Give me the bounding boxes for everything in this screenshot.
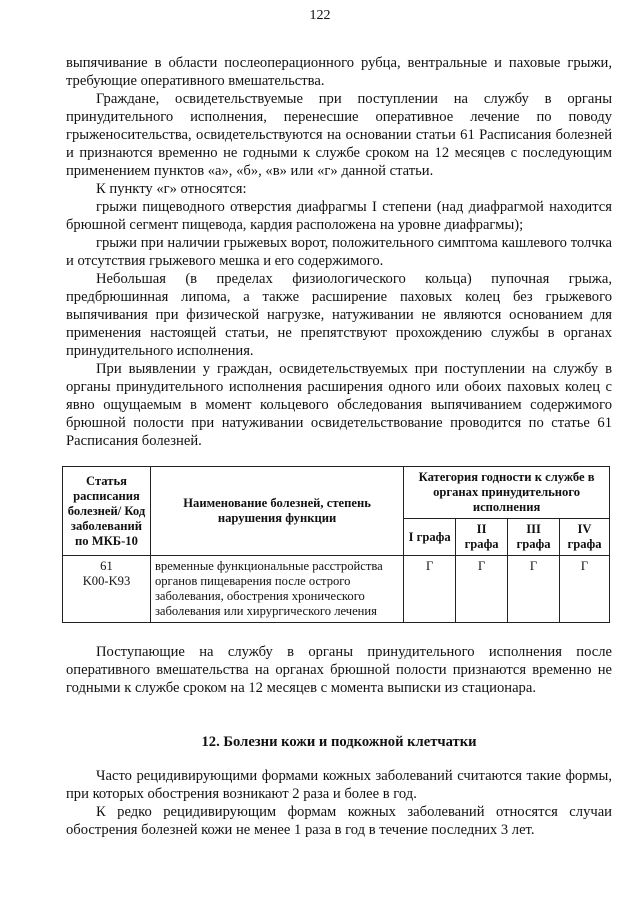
category-cell-2: Г bbox=[456, 556, 508, 623]
disease-name-header: Наименование болезней, степень нарушения функции bbox=[150, 467, 403, 556]
paragraph: грыжи пищеводного отверстия диафрагмы I степени (над диафрагмой находится брюшной сегмент пищевода, кардия расположена на уровне диафрагмы); bbox=[66, 199, 612, 233]
document-body bbox=[66, 54, 612, 839]
fitness-category-header: Категория годности к службе в органах принудительного исполнения bbox=[404, 467, 610, 519]
paragraph: Поступающие на службу в органы принудительного исполнения после оперативного вмешательства на органах брюшной полости признаются временно не годными к службе сроком на 12 месяцев с момента выписки из стационара. bbox=[66, 644, 612, 696]
column-header-1: I графа bbox=[404, 519, 456, 556]
paragraph: Граждане, освидетельствуемые при поступлении на службу в органы принудительного исполнения, перенесшие оперативное лечение по поводу грыженосительства, освидетельствуются на основании статьи 61 Расписания болезней и признаются временно не годными к службе сроком на 12 месяцев с последующим применением пунктов «а», «б», «в» или «г» данной статьи. bbox=[66, 91, 612, 179]
paragraph: К пункту «г» относятся: bbox=[96, 181, 247, 197]
column-header-2: II графа bbox=[456, 519, 508, 556]
category-cell-1: Г bbox=[404, 556, 456, 623]
column-header-4: IV графа bbox=[560, 519, 610, 556]
article-number: 61 bbox=[100, 559, 113, 573]
paragraph: грыжи при наличии грыжевых ворот, положительного симптома кашлевого толчка и отсутствия грыжевого мешка и его содержимого. bbox=[66, 235, 612, 269]
paragraph: Небольшая (в пределах физиологического кольца) пупочная грыжа, предбрюшинная липома, а также расширение паховых колец без грыжевого выпячивания при физической нагрузке, натуживании не являются основанием для применения настоящей статьи, не препятствуют прохождению службы в органах принудительного исполнения. bbox=[66, 271, 612, 359]
paragraph: К редко рецидивирующим формам кожных заболеваний относятся случаи обострения болезней кожи не менее 1 раза в год в течение последних 3 лет. bbox=[66, 804, 612, 838]
table-row bbox=[63, 556, 610, 623]
article-code-cell bbox=[63, 556, 151, 623]
fitness-category-table bbox=[62, 466, 610, 623]
article-code-header: Статья расписания болезней/ Код заболеваний по МКБ-10 bbox=[63, 467, 151, 556]
page-number: 122 bbox=[309, 8, 331, 23]
paragraph: При выявлении у граждан, освидетельствуемых при поступлении на службу в органы принудительного исполнения расширения одного или обоих паховых колец с явно ощущаемым в момент кольцевого обследования выпячиванием содержимого брюшной полости при натуживании освидетельствование проводится по статье 61 Расписания болезней. bbox=[66, 361, 612, 449]
category-cell-3: Г bbox=[508, 556, 560, 623]
icd-code: K00-K93 bbox=[82, 574, 131, 588]
paragraph: выпячивание в области послеоперационного рубца, вентральные и паховые грыжи, требующие оперативного вмешательства. bbox=[66, 55, 612, 89]
category-cell-4: Г bbox=[560, 556, 610, 623]
paragraph: Часто рецидивирующими формами кожных заболеваний считаются такие формы, при которых обострения возникают 2 раза и более в год. bbox=[66, 768, 612, 802]
section-title: 12. Болезни кожи и подкожной клетчатки bbox=[201, 734, 477, 750]
column-header-3: III графа bbox=[508, 519, 560, 556]
disease-description: временные функциональные расстройства органов пищеварения после острого заболевания, обострения хронического заболевания или хирургического лечения bbox=[150, 556, 403, 623]
